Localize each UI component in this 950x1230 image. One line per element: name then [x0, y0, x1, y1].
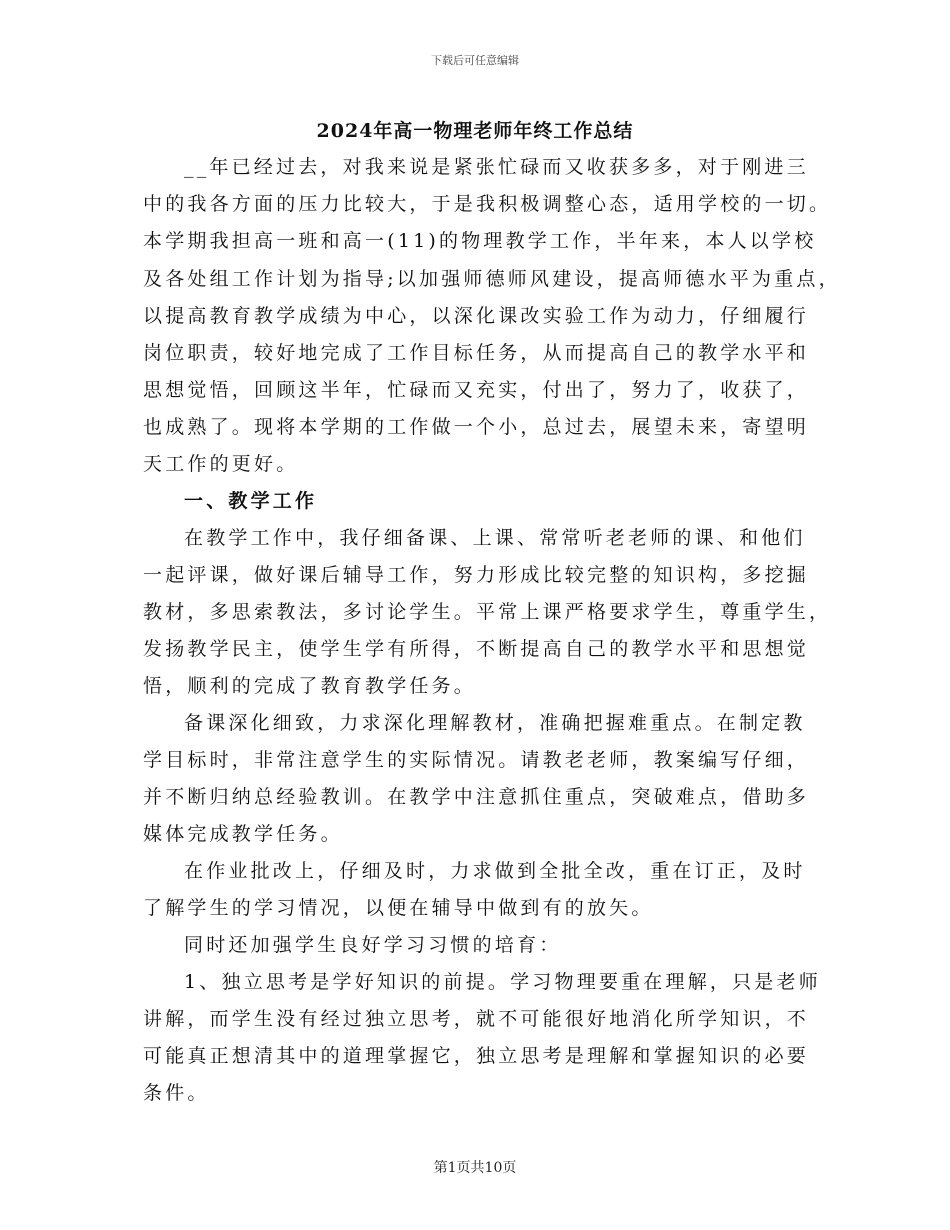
body-line: 1、独立思考是学好知识的前提。学习物理要重在理解，只是老师 — [184, 971, 821, 993]
page-footer: 第1页共10页 — [433, 1160, 517, 1176]
body-line: 中的我各方面的压力比较大，于是我积极调整心态，适用学校的一切。 — [143, 193, 832, 215]
body-line: 本学期我担高一班和高一(11)的物理教学工作，半年来，本人以学校 — [143, 230, 817, 252]
body-line: 学目标时，非常注意学生的实际情况。请教老老师，教案编写仔细， — [143, 749, 810, 771]
body-line: 以提高教育教学成绩为中心，以深化课改实验工作为动力，仔细履行 — [143, 305, 810, 327]
body-line: 一起评课，做好课后辅导工作，努力形成比较完整的知识构，多挖掘 — [143, 564, 810, 586]
body-line: 悟，顺利的完成了教育教学任务。 — [143, 675, 477, 697]
body-line: 条件。 — [143, 1082, 210, 1104]
body-line: 同时还加强学生良好学习习惯的培育： — [184, 934, 562, 956]
body-line: 媒体完成教学任务。 — [143, 823, 343, 845]
body-line: 及各处组工作计划为指导;以加强师德师风建设，提高师德水平为重点， — [143, 268, 841, 290]
body-line: 思想觉悟，回顾这半年，忙碌而又充实，付出了，努力了，收获了， — [143, 379, 810, 401]
body-line: 讲解，而学生没有经过独立思考，就不可能很好地消化所学知识，不 — [143, 1008, 810, 1030]
body-line: 并不断归纳总经验教训。在教学中注意抓住重点，突破难点，借助多 — [143, 786, 810, 808]
body-line: 备课深化细致，力求深化理解教材，准确把握难重点。在制定教 — [184, 712, 806, 734]
body-line: 教材，多思索教法，多讨论学生。平常上课严格要求学生，尊重学生， — [143, 601, 832, 623]
body-line: 天工作的更好。 — [143, 453, 299, 475]
body-line: 可能真正想清其中的道理掌握它，独立思考是理解和掌握知识的必要 — [143, 1045, 810, 1067]
body-line: 在教学工作中，我仔细备课、上课、常常听老老师的课、和他们 — [184, 527, 806, 549]
body-line: 了解学生的学习情况，以便在辅导中做到有的放矢。 — [143, 897, 654, 919]
page-header: 下载后可任意编辑 — [431, 54, 519, 67]
body-line: 岗位职责，较好地完成了工作目标任务，从而提高自己的教学水平和 — [143, 342, 810, 364]
body-line: 发扬教学民主，使学生学有所得，不断提高自己的教学水平和思想觉 — [143, 638, 810, 660]
body-line: __年已经过去，对我来说是紧张忙碌而又收获多多，对于刚进三 — [184, 156, 809, 178]
section-heading: 一、教学工作 — [184, 490, 318, 512]
document-title: 2024年高一物理老师年终工作总结 — [316, 120, 634, 142]
body-line: 在作业批改上，仔细及时，力求做到全批全改，重在订正，及时 — [184, 860, 806, 882]
body-line: 也成熟了。现将本学期的工作做一个小，总过去，展望未来，寄望明 — [143, 416, 810, 438]
